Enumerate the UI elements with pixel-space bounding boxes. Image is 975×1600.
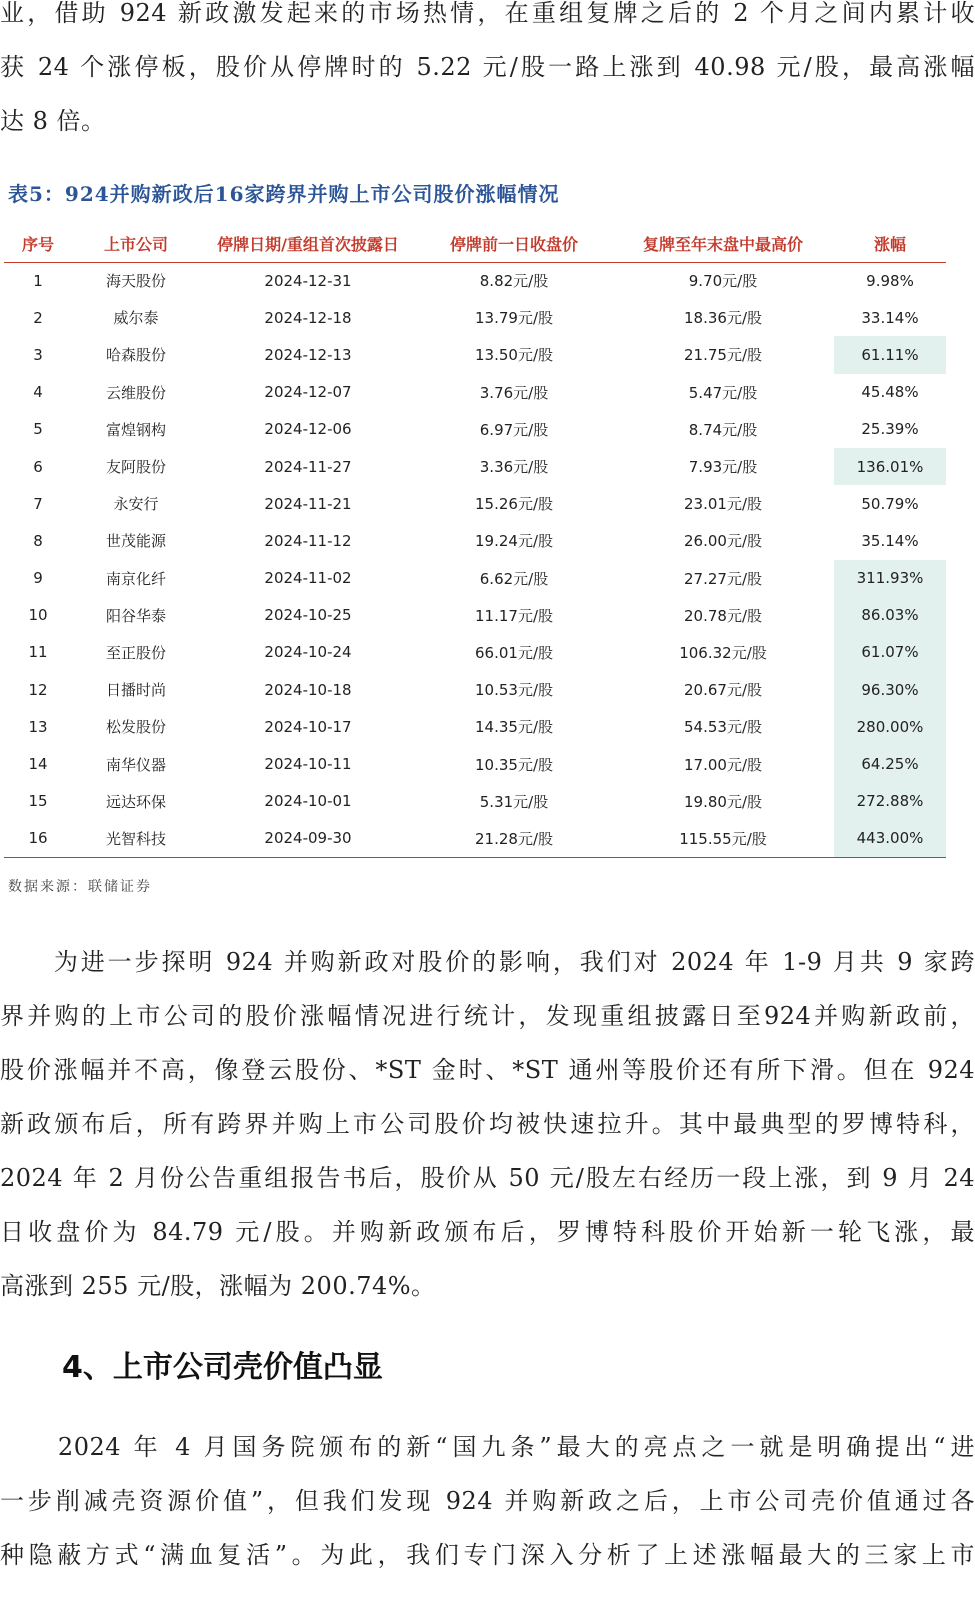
prev-close-price: 6.62元/股: [479, 569, 549, 588]
text-line: 达 8 倍。: [0, 107, 106, 135]
suspension-date: 2024-12-07: [264, 383, 352, 402]
prev-close-price: 8.82元/股: [479, 272, 549, 291]
gain-percent: 136.01%: [834, 448, 946, 485]
table-row: [4, 560, 946, 597]
highest-price: 27.27元/股: [684, 569, 762, 588]
header-prev-close: 停牌前一日收盘价: [449, 235, 578, 255]
prev-close-price: 3.76元/股: [479, 383, 549, 402]
row-number: 4: [33, 383, 43, 402]
gain-percent: 45.48%: [861, 383, 919, 402]
prev-close-price: 6.97元/股: [479, 420, 549, 439]
gain-percent: 280.00%: [834, 708, 946, 745]
text-line: 日收盘价为 84.79 元/股。并购新政颁布后，罗博特科股价开始新一轮飞涨，最: [0, 1218, 975, 1246]
suspension-date: 2024-12-18: [264, 308, 352, 327]
data-source: 数据来源：联储证券: [8, 879, 152, 895]
gain-percent: 86.03%: [834, 597, 946, 634]
row-number: 13: [28, 717, 48, 736]
prev-close-price: 19.24元/股: [475, 532, 553, 551]
company-name: 远达环保: [105, 792, 166, 811]
row-number: 8: [33, 531, 43, 550]
gain-percent: 96.30%: [834, 671, 946, 708]
row-number: 12: [28, 680, 48, 699]
text-line: 新政颁布后，所有跨界并购上市公司股价均被快速拉升。其中最典型的罗博特科，: [0, 1110, 975, 1138]
header-high: 复牌至年末盘中最高价: [642, 235, 803, 255]
text-line: 种隐蔽方式“满血复活”。为此，我们专门深入分析了上述涨幅最大的三家上市: [0, 1541, 975, 1569]
prev-close-price: 21.28元/股: [475, 829, 553, 848]
row-number: 6: [33, 457, 43, 476]
company-name: 光智科技: [105, 829, 166, 848]
row-number: 7: [33, 494, 43, 513]
company-name: 友阿股份: [105, 458, 166, 477]
company-name: 威尔泰: [113, 309, 159, 328]
row-number: 2: [33, 308, 43, 327]
highest-price: 20.67元/股: [684, 681, 762, 700]
table-row: [4, 262, 946, 299]
table-row: [4, 299, 946, 336]
gain-percent: 25.39%: [861, 420, 919, 439]
gain-percent: 61.07%: [834, 634, 946, 671]
company-name: 富煌钢构: [105, 420, 166, 439]
highest-price: 18.36元/股: [684, 309, 762, 328]
gain-percent: 311.93%: [834, 560, 946, 597]
prev-close-price: 13.50元/股: [475, 346, 553, 365]
prev-close-price: 66.01元/股: [475, 643, 553, 662]
highest-price: 106.32元/股: [679, 643, 767, 662]
table-row: [4, 374, 946, 411]
row-number: 1: [33, 271, 43, 290]
gain-percent: 35.14%: [861, 531, 919, 550]
gain-percent: 272.88%: [834, 783, 946, 820]
gain-percent: 64.25%: [834, 745, 946, 782]
suspension-date: 2024-10-01: [264, 792, 352, 811]
text-line: 为进一步探明 924 并购新政对股价的影响，我们对 2024 年 1-9 月共 9 家跨: [0, 948, 975, 976]
text-line: 一步削减壳资源价值”，但我们发现 924 并购新政之后，上市公司壳价值通过各: [0, 1487, 975, 1515]
suspension-date: 2024-12-06: [264, 420, 352, 439]
suspension-date: 2024-09-30: [264, 829, 352, 848]
text-line: 界并购的上市公司的股价涨幅情况进行统计，发现重组披露日至924并购新政前，: [0, 1002, 975, 1030]
suspension-date: 2024-10-17: [264, 717, 352, 736]
company-name: 至正股份: [105, 643, 166, 662]
text-line: 获 24 个涨停板，股价从停牌时的 5.22 元/股一路上涨到 40.98 元/股，最高涨幅: [0, 53, 975, 81]
gain-percent: 9.98%: [866, 271, 914, 290]
prev-close-price: 3.36元/股: [479, 458, 549, 477]
header-gain: 涨幅: [873, 235, 906, 255]
table-title: 表5：924并购新政后16家跨界并购上市公司股价涨幅情况: [8, 182, 560, 206]
highest-price: 8.74元/股: [688, 420, 758, 439]
suspension-date: 2024-11-02: [264, 569, 352, 588]
table-row: [4, 634, 946, 671]
company-name: 松发股份: [105, 718, 166, 737]
highest-price: 26.00元/股: [684, 532, 762, 551]
table-row: [4, 411, 946, 448]
highest-price: 21.75元/股: [684, 346, 762, 365]
suspension-date: 2024-11-21: [264, 494, 352, 513]
text-line: 高涨到 255 元/股，涨幅为 200.74%。: [0, 1272, 436, 1300]
table-row: [4, 336, 946, 373]
row-number: 15: [28, 792, 48, 811]
gain-percent: 61.11%: [834, 336, 946, 373]
analysis-paragraph: [0, 935, 975, 1313]
highest-price: 7.93元/股: [688, 458, 758, 477]
suspension-date: 2024-10-18: [264, 680, 352, 699]
suspension-date: 2024-11-12: [264, 531, 352, 550]
highest-price: 115.55元/股: [679, 829, 767, 848]
company-name: 永安行: [113, 495, 159, 514]
company-name: 阳谷华泰: [105, 606, 166, 625]
row-number: 14: [28, 755, 48, 774]
prev-close-price: 15.26元/股: [475, 495, 553, 514]
suspension-date: 2024-10-24: [264, 643, 352, 662]
company-name: 南华仪器: [105, 755, 166, 774]
row-number: 11: [28, 643, 48, 662]
gain-percent: 33.14%: [861, 308, 919, 327]
prev-close-price: 10.35元/股: [475, 755, 553, 774]
prev-close-price: 10.53元/股: [475, 681, 553, 700]
highest-price: 23.01元/股: [684, 495, 762, 514]
table-row: [4, 708, 946, 745]
table-row: [4, 448, 946, 485]
text-line: 2024 年 4 月国务院颁布的新“国九条”最大的亮点之一就是明确提出“进: [0, 1433, 975, 1461]
prev-close-price: 13.79元/股: [475, 309, 553, 328]
header-company: 上市公司: [103, 235, 168, 255]
row-number: 10: [28, 606, 48, 625]
highest-price: 54.53元/股: [684, 718, 762, 737]
company-name: 世茂能源: [105, 532, 166, 551]
suspension-date: 2024-10-11: [264, 755, 352, 774]
company-name: 哈森股份: [105, 346, 166, 365]
header-date: 停牌日期/重组首次披露日: [217, 235, 399, 255]
table-body: [4, 262, 946, 857]
suspension-date: 2024-11-27: [264, 457, 352, 476]
prev-close-price: 5.31元/股: [479, 792, 549, 811]
table-row: [4, 522, 946, 559]
suspension-date: 2024-10-25: [264, 606, 352, 625]
stock-gain-table: [4, 226, 946, 858]
text-line: 2024 年 2 月份公告重组报告书后，股价从 50 元/股左右经历一段上涨，到 9 月 24: [0, 1164, 975, 1192]
suspension-date: 2024-12-31: [264, 271, 352, 290]
company-name: 海天股份: [105, 272, 166, 291]
highest-price: 9.70元/股: [688, 272, 758, 291]
text-line: 股价涨幅并不高，像登云股份、*ST 金时、*ST 通州等股价还有所下滑。但在 924: [0, 1056, 975, 1084]
company-name: 南京化纤: [105, 569, 166, 588]
suspension-date: 2024-12-13: [264, 345, 352, 364]
row-number: 5: [33, 420, 43, 439]
table-row: [4, 820, 946, 857]
intro-paragraph: [0, 0, 975, 148]
gain-percent: 50.79%: [861, 494, 919, 513]
row-number: 16: [28, 829, 48, 848]
shell-value-paragraph: [0, 1420, 975, 1582]
prev-close-price: 14.35元/股: [475, 718, 553, 737]
table-row: [4, 671, 946, 708]
header-no: 序号: [21, 235, 54, 255]
company-name: 日播时尚: [105, 681, 166, 700]
section-heading: 4、上市公司壳价值凸显: [62, 1350, 383, 1385]
row-number: 9: [33, 569, 43, 588]
prev-close-price: 11.17元/股: [475, 606, 553, 625]
table-row: [4, 745, 946, 782]
highest-price: 19.80元/股: [684, 792, 762, 811]
highest-price: 17.00元/股: [684, 755, 762, 774]
table-header-row: [4, 226, 946, 262]
table-row: [4, 485, 946, 522]
highest-price: 5.47元/股: [688, 383, 758, 402]
row-number: 3: [33, 345, 43, 364]
text-line: 业，借助 924 新政激发起来的市场热情，在重组复牌之后的 2 个月之间内累计收: [0, 0, 975, 27]
company-name: 云维股份: [105, 383, 166, 402]
table-row: [4, 597, 946, 634]
highest-price: 20.78元/股: [684, 606, 762, 625]
table-row: [4, 783, 946, 820]
gain-percent: 443.00%: [834, 820, 946, 857]
